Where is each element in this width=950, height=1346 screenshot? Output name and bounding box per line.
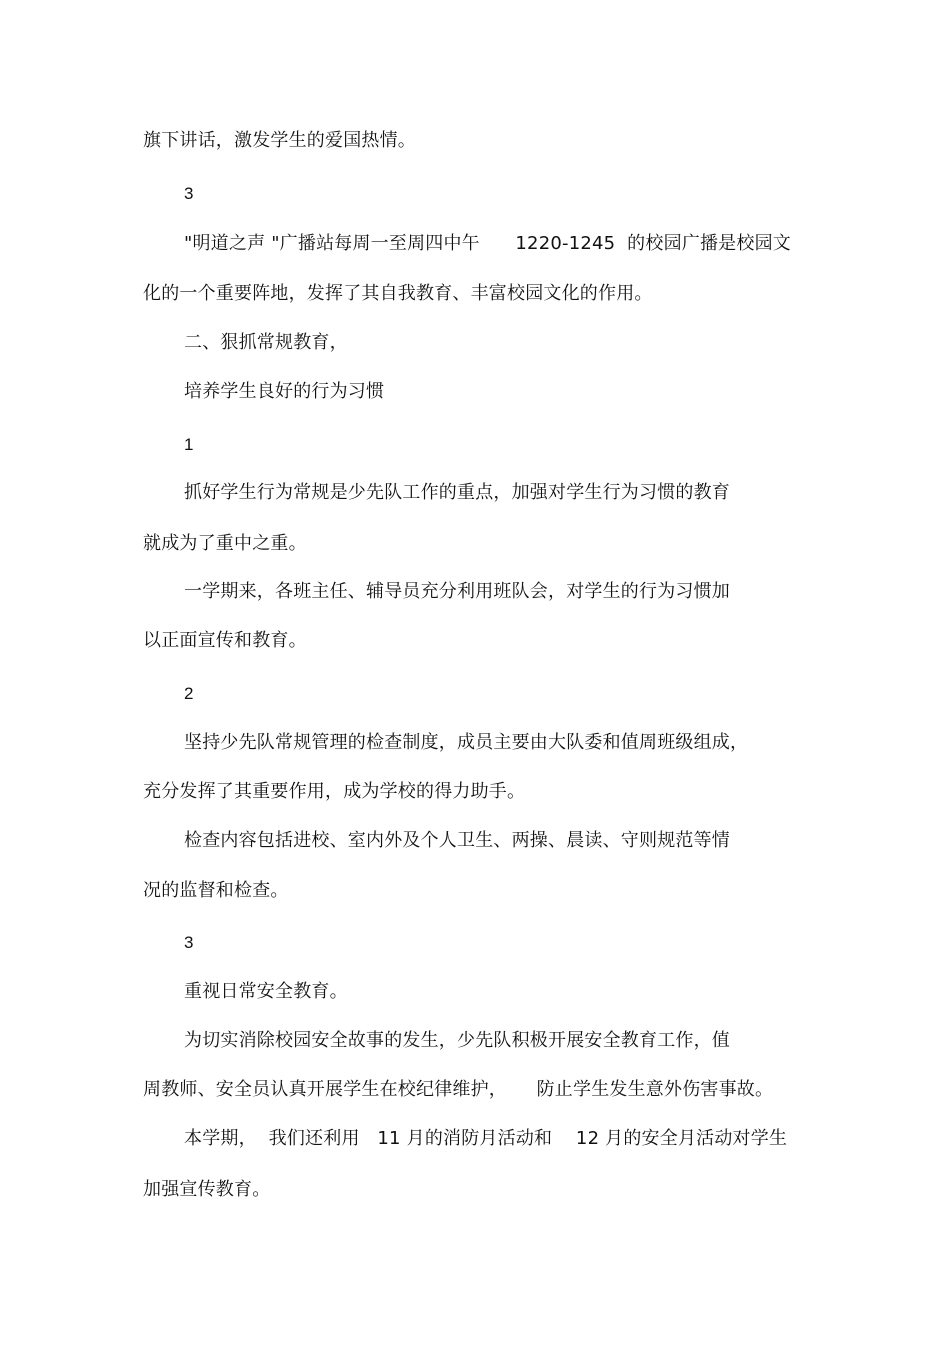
text-line: 旗下讲话，激发学生的爱国热情。 <box>143 130 416 151</box>
section-number: 3 <box>184 184 194 203</box>
text-line: 抓好学生行为常规是少先队工作的重点，加强对学生行为习惯的教育 <box>184 482 730 503</box>
section-number: 2 <box>184 684 194 703</box>
text-line: 以正面宣传和教育。 <box>143 630 307 651</box>
text-line: 重视日常安全教育。 <box>184 981 348 1002</box>
section-heading: 二、狠抓常规教育， <box>184 332 348 353</box>
text-line: 本学期， 我们还利用 11 月的消防月活动和 12 月的安全月活动对学生 <box>184 1128 788 1149</box>
text-line: 为切实消除校园安全故事的发生，少先队积极开展安全教育工作，值 <box>184 1030 730 1051</box>
text-line: 一学期来，各班主任、辅导员充分利用班队会，对学生的行为习惯加 <box>184 581 730 602</box>
text-line: 检查内容包括进校、室内外及个人卫生、两操、晨读、守则规范等情 <box>184 830 730 851</box>
text-line: 坚持少先队常规管理的检查制度，成员主要由大队委和值周班级组成， <box>184 732 749 753</box>
section-heading: 培养学生良好的行为习惯 <box>184 381 385 402</box>
text-line: 况的监督和检查。 <box>143 880 289 901</box>
section-number: 3 <box>184 933 194 952</box>
text-line: 周教师、安全员认真开展学生在校纪律维护， 防止学生发生意外伤害事故。 <box>143 1079 774 1100</box>
text-line: "明道之声 "广播站每周一至周四中午 1220-1245 的校园广播是校园文 <box>184 233 791 254</box>
text-line: 就成为了重中之重。 <box>143 533 307 554</box>
text-line: 加强宣传教育。 <box>143 1179 271 1200</box>
text-line: 充分发挥了其重要作用，成为学校的得力助手。 <box>143 781 526 802</box>
section-number: 1 <box>184 435 194 454</box>
text-line: 化的一个重要阵地，发挥了其自我教育、丰富校园文化的作用。 <box>143 283 653 304</box>
